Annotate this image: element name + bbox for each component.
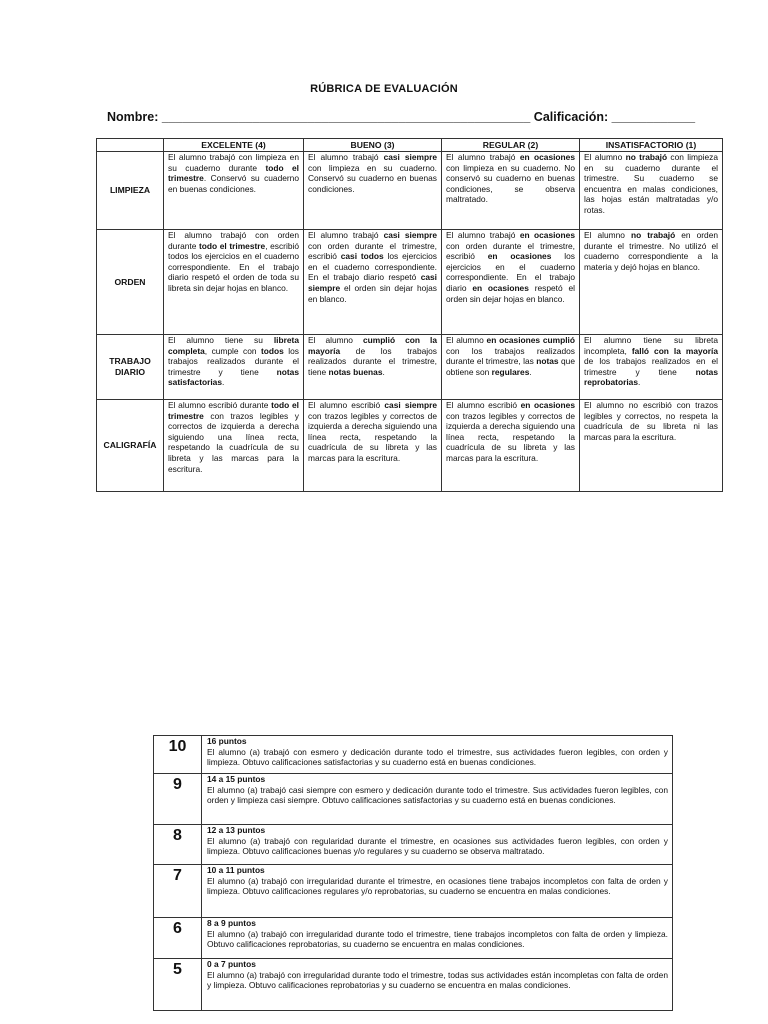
grade-points: 14 a 15 puntos: [207, 774, 266, 784]
rubric-cell: El alumno escribió en ocasiones con trazos legibles y correctos de izquierda a derecha siguiendo una línea recta, respetando la cuadrícula de su libreta y las marcas para la escritura.: [442, 400, 580, 492]
grade-text: El alumno (a) trabajó con irregularidad durante el trimestre, en ocasiones tiene trabajos incompletos con falta de orden y limpieza. Obtuvo calificaciones regulares y/o reprobatorias, su cuaderno se encuentra en malas condiciones.: [207, 875, 668, 897]
grade-points: 16 puntos: [207, 736, 247, 746]
calificacion-blank: ____________: [611, 110, 696, 124]
grade-points: 8 a 9 puntos: [207, 918, 256, 928]
rubric-cell: El alumno tiene su libreta completa, cumple con todos los trabajos realizados durante el trimestre y tiene notas satisfactorias.: [164, 335, 304, 400]
criterion-label: TRABAJO DIARIO: [97, 335, 164, 400]
grade-number: 6: [154, 918, 202, 959]
rubric-table: [96, 138, 723, 492]
grade-row-5: [154, 959, 673, 1011]
grade-points: 12 a 13 puntos: [207, 825, 266, 835]
rubric-cell: El alumno trabajó en ocasiones con orden durante el trimestre, escribió en ocasiones los ejercicios en el cuaderno correspondiente. En el trabajo diario en ocasiones respetó el orden sin dejar hojas en blanco.: [442, 230, 580, 335]
rubric-header-insatisfactorio: INSATISFACTORIO (1): [580, 139, 723, 152]
grade-description: [202, 959, 673, 1011]
grade-text: El alumno (a) trabajó con irregularidad durante todo el trimestre, todas sus actividades están incompletas con falta de orden y limpieza. Obtuvo calificaciones reprobatorias y su cuaderno se encuentra en malas condiciones.: [207, 969, 668, 991]
grade-number: 5: [154, 959, 202, 1011]
rubric-cell: El alumno escribió casi siempre con trazos legibles y correctos de izquierda a derecha siguiendo una línea recta, respetando la cuadrícula de su libreta y las marcas para la escritura.: [304, 400, 442, 492]
rubric-cell: El alumno no trabajó con limpieza en su cuaderno durante el trimestre. Su cuaderno se encuentra en malas condiciones, las hojas están maltratadas y/o rotas.: [580, 152, 723, 230]
rubric-row-trabajo-diario: [97, 335, 723, 400]
grade-number: 7: [154, 865, 202, 918]
grade-description: [202, 825, 673, 865]
grade-number: 9: [154, 774, 202, 825]
grade-number: 8: [154, 825, 202, 865]
rubric-cell: El alumno trabajó con orden durante todo el trimestre, escribió todos los ejercicios en el cuaderno correspondiente. En el trabajo diario respetó el orden de toda su libreta sin dejar hojas en blanco.: [164, 230, 304, 335]
rubric-cell: El alumno trabajó en ocasiones con limpieza en su cuaderno. No conservó su cuaderno en buenas condiciones, se observa maltratado.: [442, 152, 580, 230]
rubric-cell: El alumno escribió durante todo el trimestre con trazos legibles y correctos de izquierda a derecha siguiendo una línea recta, respetando la cuadrícula de su libreta y las marcas para la escritura.: [164, 400, 304, 492]
calificacion-label: Calificación:: [530, 110, 612, 124]
rubric-cell: El alumno en ocasiones cumplió con los trabajos realizados durante el trimestre, las notas que obtiene son regulares.: [442, 335, 580, 400]
grade-number: 10: [154, 736, 202, 774]
nombre-blank: _____________________________________________________: [161, 110, 531, 124]
rubric-cell: El alumno no trabajó en orden durante el trimestre. No utilizó el cuaderno correspondiente a la materia y dejó hojas en blanco.: [580, 230, 723, 335]
rubric-header-regular: REGULAR (2): [442, 139, 580, 152]
grade-text: El alumno (a) trabajó con esmero y dedicación durante todo el trimestre, sus actividades fueron legibles, con orden y limpieza. Obtuvo calificaciones satisfactorias y su cuaderno está en buenas condiciones.: [207, 746, 668, 768]
rubric-cell: El alumno trabajó con limpieza en su cuaderno durante todo el trimestre. Conservó su cuaderno en buenas condiciones.: [164, 152, 304, 230]
rubric-cell: El alumno trabajó casi siempre con orden durante el trimestre, escribió casi todos los ejercicios en el cuaderno correspondiente. En el trabajo diario respetó casi siempre el orden sin dejar hojas en blanco.: [304, 230, 442, 335]
page-title: RÚBRICA DE EVALUACIÓN: [310, 83, 458, 95]
grade-description: [202, 865, 673, 918]
rubric-cell: El alumno trabajó casi siempre con limpieza en su cuaderno. Conservó su cuaderno en buenas condiciones.: [304, 152, 442, 230]
grade-row-7: [154, 865, 673, 918]
grade-description: [202, 736, 673, 774]
criterion-label: LIMPIEZA: [97, 152, 164, 230]
grade-description: [202, 918, 673, 959]
grade-text: El alumno (a) trabajó casi siempre con esmero y dedicación durante todo el trimestre. Sus actividades fueron legibles, con orden y limpieza casi siempre. Obtuvo calificaciones satisfactorias y su cuaderno está en buenas condiciones.: [207, 784, 668, 806]
criterion-label: CALIGRAFÍA: [97, 400, 164, 492]
criterion-label: ORDEN: [97, 230, 164, 335]
rubric-cell: El alumno tiene su libreta incompleta, falló con la mayoría de los trabajos realizados en el trimestre y tiene notas reprobatorias.: [580, 335, 723, 400]
rubric-header-blank: [97, 139, 164, 152]
rubric-header-row: [97, 139, 723, 152]
rubric-header-bueno: BUENO (3): [304, 139, 442, 152]
rubric-row-caligrafia: [97, 400, 723, 492]
rubric-header-excelente: EXCELENTE (4): [164, 139, 304, 152]
grade-row-10: [154, 736, 673, 774]
grade-row-8: [154, 825, 673, 865]
grade-description: [202, 774, 673, 825]
grade-points: 0 a 7 puntos: [207, 959, 256, 969]
grade-row-9: [154, 774, 673, 825]
grade-text: El alumno (a) trabajó con irregularidad durante todo el trimestre, tiene trabajos incompletos con falta de orden y limpieza. Obtuvo calificaciones reprobatorias, su cuaderno se encuentra en malas condiciones.: [207, 928, 668, 950]
nombre-label: Nombre:: [107, 110, 162, 124]
grade-text: El alumno (a) trabajó con regularidad durante el trimestre, en ocasiones sus actividades fueron legibles, con orden y limpieza. Obtuvo calificaciones buenas y/o regulares y su cuaderno se observa maltratado.: [207, 835, 668, 857]
grade-scale-table: [153, 735, 673, 1011]
rubric-cell: El alumno no escribió con trazos legibles y correctos, no respeta la cuadrícula de su libreta ni las marcas para la escritura.: [580, 400, 723, 492]
grade-row-6: [154, 918, 673, 959]
rubric-row-orden: [97, 230, 723, 335]
rubric-row-limpieza: [97, 152, 723, 230]
grade-points: 10 a 11 puntos: [207, 865, 265, 875]
name-grade-line: [107, 110, 695, 124]
rubric-cell: El alumno cumplió con la mayoría de los trabajos realizados durante el trimestre, tiene notas buenas.: [304, 335, 442, 400]
